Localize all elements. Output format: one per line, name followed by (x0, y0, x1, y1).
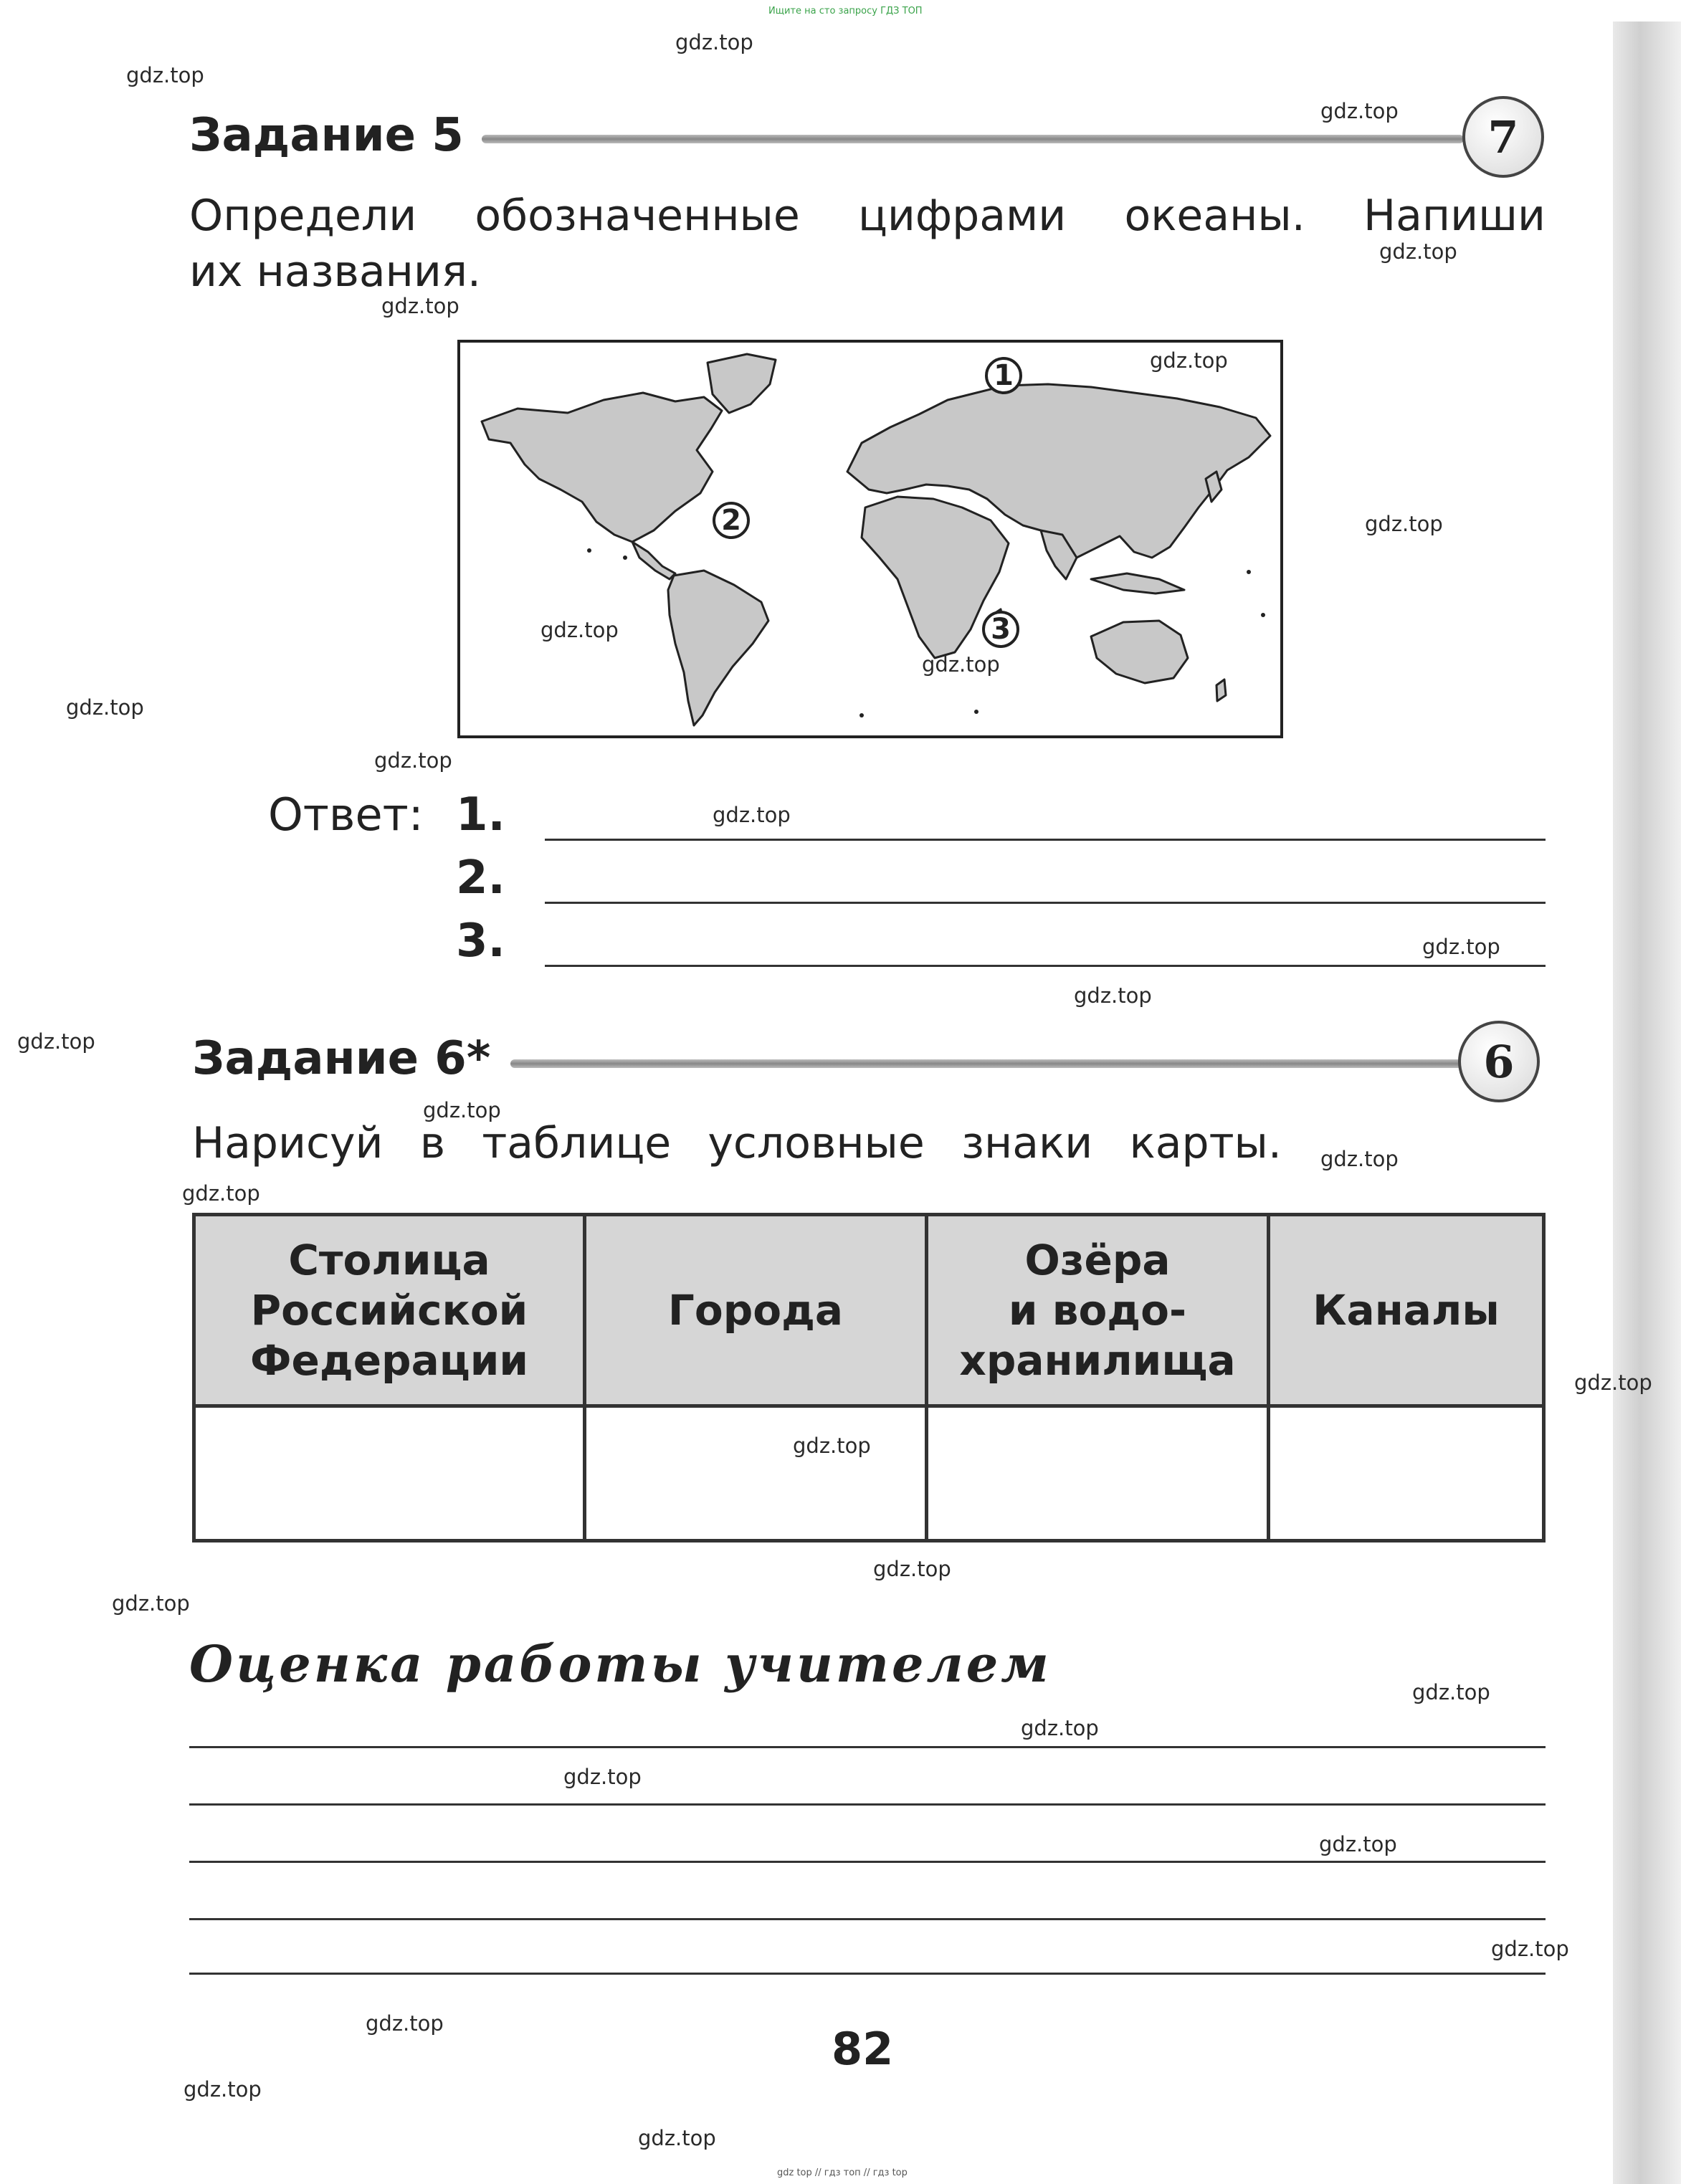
assessment-line-2[interactable] (189, 1803, 1546, 1806)
answer-line-3[interactable] (545, 965, 1546, 967)
header-canals: Каналы (1269, 1215, 1544, 1406)
indonesia-shape (1091, 573, 1184, 593)
watermark: gdz.top (1150, 348, 1228, 373)
watermark: gdz.top (922, 652, 1000, 677)
assessment-line-4[interactable] (189, 1918, 1546, 1920)
task5-instruction-line1: Определи обозначенные цифрами океаны. Напиши (189, 191, 1546, 241)
ocean-marker-1: 1 (985, 357, 1022, 394)
page-number: 82 (832, 2023, 894, 2075)
watermark: gdz.top (184, 2077, 262, 2102)
task5-title: Задание 5 (189, 109, 464, 162)
watermark: gdz.top (1365, 512, 1443, 536)
draw-cell-lakes-reservoirs[interactable] (927, 1406, 1269, 1541)
task6-instruction: Нарисуй в таблице условные знаки карты. (192, 1118, 1282, 1168)
task5-instruction-line2: их названия. (189, 247, 481, 297)
task6-points-badge: 6 (1458, 1021, 1540, 1102)
watermark: gdz.top (1491, 1937, 1569, 1961)
watermark: gdz.top (1412, 1680, 1490, 1704)
watermark: gdz.top (1320, 1147, 1399, 1171)
task5-points-badge: 7 (1462, 96, 1544, 178)
world-map (457, 340, 1283, 738)
table-drawing-row (194, 1406, 1544, 1541)
top-note: Ищите на сто запросу ГДЗ ТОП (768, 6, 923, 16)
watermark: gdz.top (675, 30, 753, 54)
new-zealand-shape (1216, 679, 1226, 701)
task6-title: Задание 6* (192, 1032, 491, 1085)
watermark: gdz.top (366, 2011, 444, 2036)
watermark: gdz.top (374, 748, 452, 773)
watermark: gdz.top (1320, 99, 1399, 123)
world-map-drawing (460, 343, 1280, 735)
watermark: gdz.top (1319, 1832, 1397, 1856)
answer-number-3: 3. (456, 915, 505, 968)
watermark: gdz.top (793, 1434, 871, 1458)
answer-number-1: 1. (456, 788, 505, 841)
answer-number-2: 2. (456, 852, 505, 905)
page-edge-shadow (1613, 22, 1681, 2184)
watermark: gdz.top (1422, 935, 1500, 959)
watermark: gdz.top (1574, 1370, 1652, 1395)
assessment-line-1[interactable] (189, 1746, 1546, 1748)
watermark: gdz.top (563, 1765, 642, 1789)
watermark: gdz.top (1021, 1716, 1099, 1740)
watermark: gdz.top (182, 1181, 260, 1206)
watermark: gdz.top (638, 2126, 716, 2150)
watermark: gdz.top (66, 695, 144, 720)
teacher-assessment-title: Оценка работы учителем (189, 1634, 1052, 1694)
answer-label: Ответ: (268, 788, 424, 841)
header-capital: Столица Российской Федерации (194, 1215, 585, 1406)
watermark: gdz.top (873, 1557, 951, 1581)
australia-shape (1091, 621, 1188, 683)
bottom-note: gdz top // гдз топ // гдз top (777, 2168, 908, 2178)
watermark: gdz.top (381, 294, 459, 318)
watermark: gdz.top (1074, 983, 1152, 1008)
assessment-line-3[interactable] (189, 1861, 1546, 1863)
watermark: gdz.top (112, 1591, 190, 1616)
map-symbols-table (192, 1213, 1546, 1542)
task5-title-bar (482, 135, 1464, 143)
assessment-line-5[interactable] (189, 1973, 1546, 1975)
task6-title-bar (510, 1059, 1464, 1068)
ocean-marker-3: 3 (982, 611, 1019, 648)
watermark: gdz.top (1379, 239, 1457, 264)
answer-line-2[interactable] (545, 902, 1546, 904)
watermark: gdz.top (126, 63, 204, 87)
watermark: gdz.top (423, 1098, 501, 1122)
north-america-shape (482, 393, 722, 542)
watermark: gdz.top (541, 618, 619, 642)
draw-cell-capital[interactable] (194, 1406, 585, 1541)
watermark: gdz.top (17, 1029, 95, 1054)
draw-cell-canals[interactable] (1269, 1406, 1544, 1541)
central-america-shape (632, 542, 675, 579)
table-header-row (194, 1215, 1544, 1406)
header-cities: Города (585, 1215, 927, 1406)
answer-line-1[interactable] (545, 839, 1546, 841)
draw-cell-cities[interactable] (585, 1406, 927, 1541)
greenland-shape (708, 354, 776, 413)
header-lakes-reservoirs: Озёра и водо- хранилища (927, 1215, 1269, 1406)
ocean-marker-2: 2 (713, 502, 750, 539)
south-america-shape (668, 571, 768, 725)
watermark: gdz.top (713, 803, 791, 827)
